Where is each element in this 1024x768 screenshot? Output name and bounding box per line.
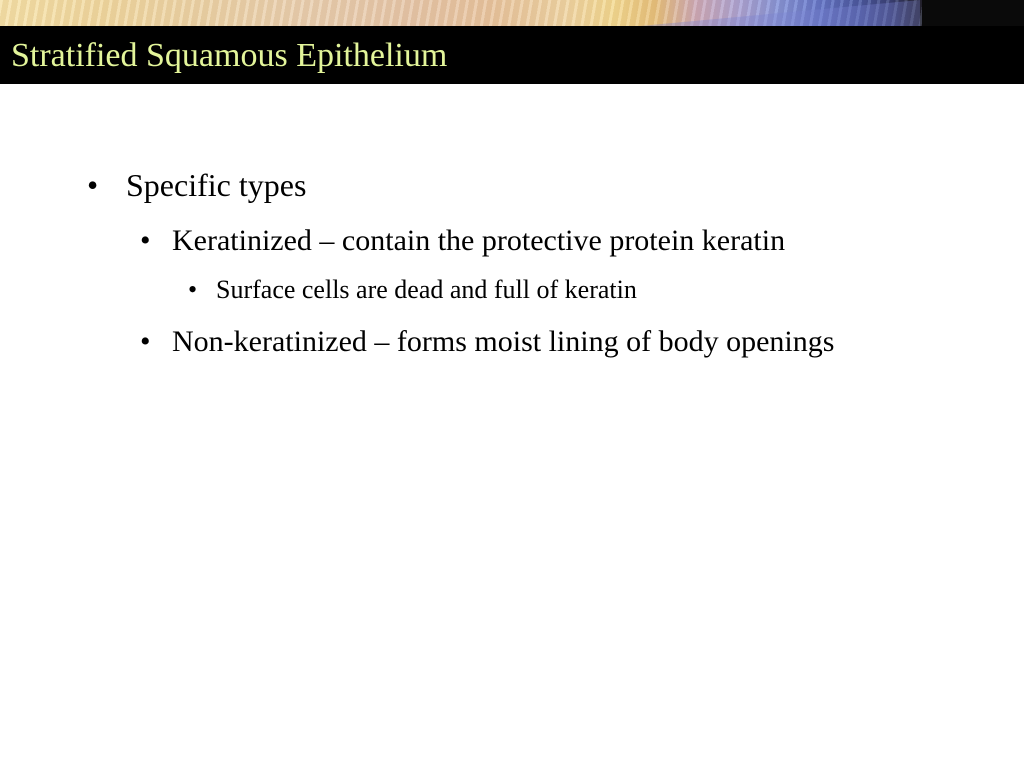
bullet-icon: • bbox=[140, 224, 151, 257]
bullet-item-level-1 bbox=[87, 164, 987, 206]
slide-title: Stratified Squamous Epithelium bbox=[11, 37, 448, 74]
bullet-text: Specific types bbox=[126, 167, 307, 203]
bullet-item-level-2 bbox=[140, 320, 860, 364]
bullet-item-level-2 bbox=[140, 219, 960, 263]
bullet-text: Non-keratinized – forms moist lining of body openings bbox=[172, 325, 835, 358]
bullet-text: Surface cells are dead and full of keratin bbox=[216, 275, 637, 304]
bullet-icon: • bbox=[87, 167, 99, 203]
bullet-item-level-3 bbox=[188, 272, 888, 308]
bullet-icon: • bbox=[140, 325, 151, 358]
bullet-icon: • bbox=[188, 275, 198, 304]
bullet-text: Keratinized – contain the protective protein keratin bbox=[172, 224, 786, 257]
